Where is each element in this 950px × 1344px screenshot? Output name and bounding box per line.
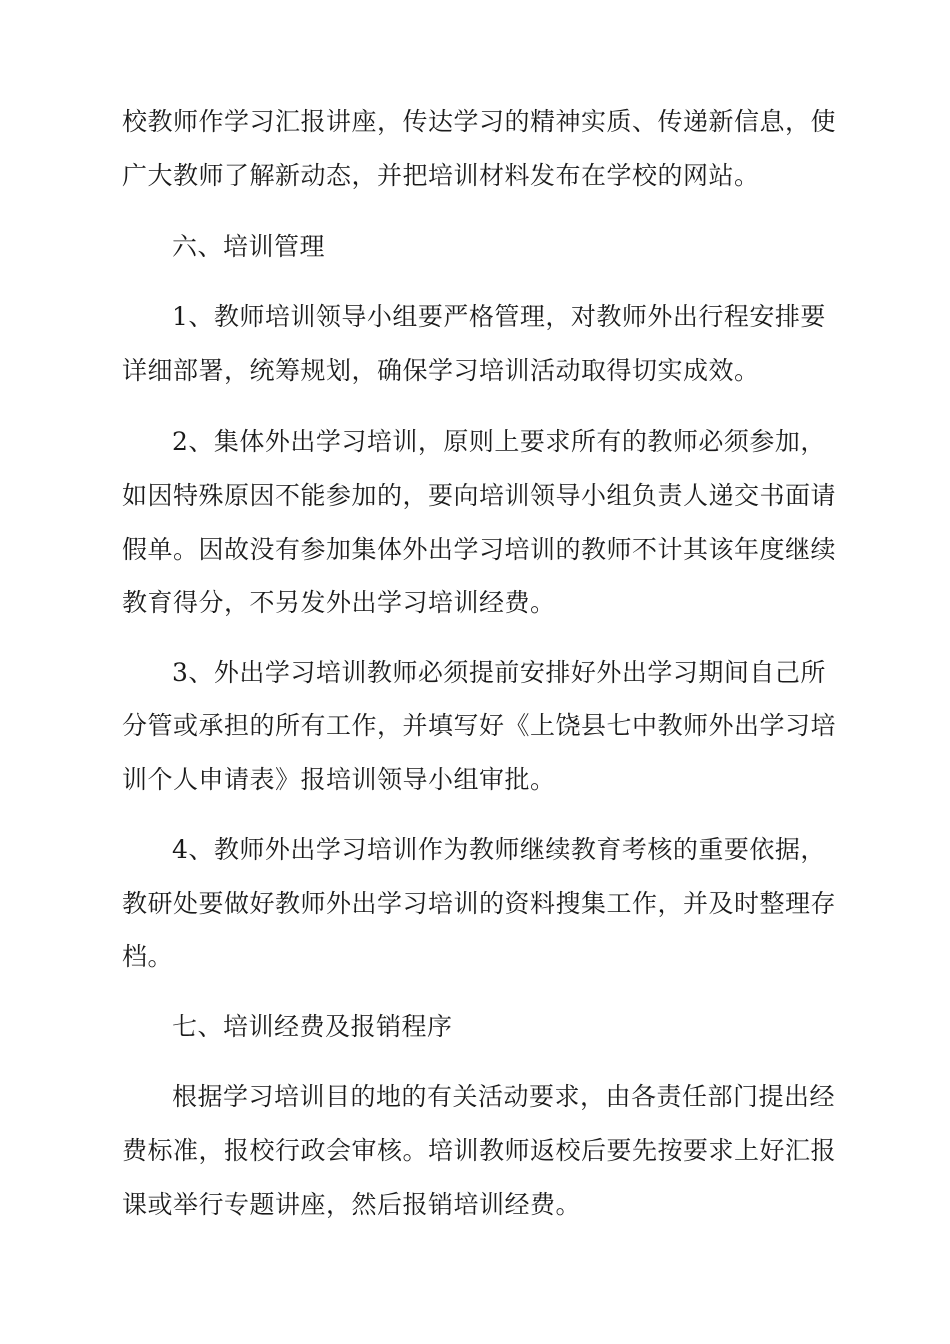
text-line: 如因特殊原因不能参加的，要向培训领导小组负责人递交书面请: [122, 481, 837, 510]
text-line: 假单。因故没有参加集体外出学习培训的教师不计其该年度继续: [122, 535, 837, 564]
text-line: 1、教师培训领导小组要严格管理，对教师外出行程安排要: [172, 302, 826, 331]
section-heading: 七、培训经费及报销程序: [172, 1012, 453, 1041]
text-line: 费标准，报校行政会审核。培训教师返校后要先按要求上好汇报: [122, 1136, 837, 1165]
text-line: 分管或承担的所有工作，并填写好《上饶县七中教师外出学习培: [122, 711, 837, 740]
text-line: 详细部署，统筹规划，确保学习培训活动取得切实成效。: [122, 356, 760, 385]
text-line: 训个人申请表》报培训领导小组审批。: [122, 765, 556, 794]
text-line: 教研处要做好教师外出学习培训的资料搜集工作，并及时整理存: [122, 889, 837, 918]
text-line: 教育得分，不另发外出学习培训经费。: [122, 588, 556, 617]
text-line: 校教师作学习汇报讲座，传达学习的精神实质、传递新信息，使: [122, 107, 837, 136]
text-line: 3、外出学习培训教师必须提前安排好外出学习期间自己所: [172, 658, 826, 687]
text-line: 4、教师外出学习培训作为教师继续教育考核的重要依据，: [172, 835, 826, 864]
text-line: 档。: [122, 942, 174, 971]
text-line: 课或举行专题讲座，然后报销培训经费。: [122, 1190, 582, 1219]
text-line: 根据学习培训目的地的有关活动要求，由各责任部门提出经: [172, 1082, 836, 1111]
text-line: 2、集体外出学习培训，原则上要求所有的教师必须参加，: [172, 427, 826, 456]
text-line: 广大教师了解新动态，并把培训材料发布在学校的网站。: [122, 161, 760, 190]
section-heading: 六、培训管理: [172, 232, 326, 261]
